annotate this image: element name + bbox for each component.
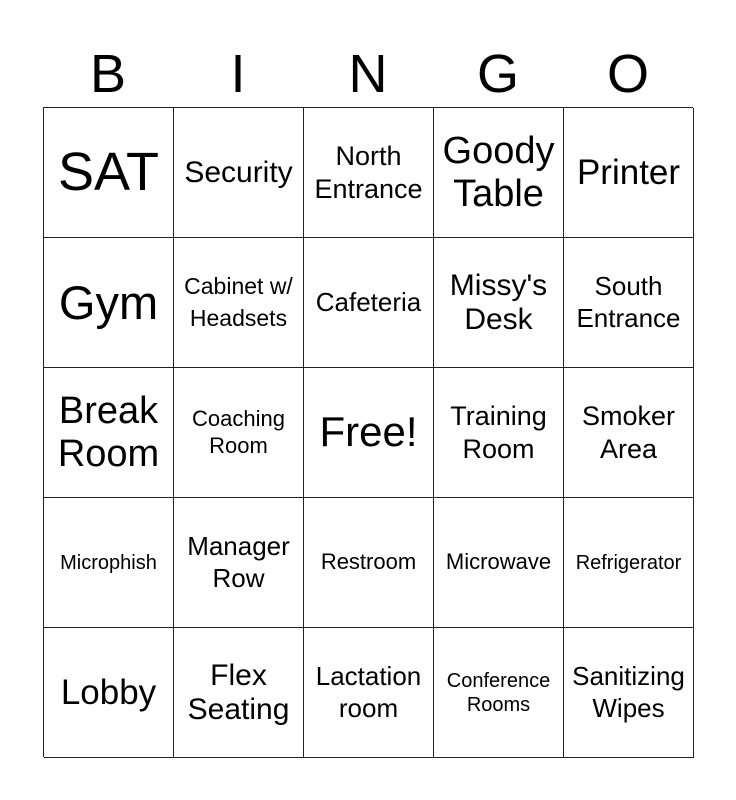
bingo-cell[interactable] [434,368,564,498]
bingo-cell-label: Lobby [60,672,157,712]
bingo-cell-label: Flex Seating [187,658,290,726]
header-letter-b: B [89,44,127,104]
bingo-cell[interactable] [564,498,694,628]
bingo-cell-label: Coaching Room [192,406,285,458]
bingo-cell[interactable] [304,108,434,238]
bingo-cell-label: Smoker Area [581,401,676,464]
bingo-cell-label: Goody Table [442,129,555,215]
free-space-cell[interactable] [304,368,434,498]
header-letter-o: O [606,44,649,104]
bingo-cell-label: Sanitizing Wipes [572,661,685,723]
bingo-cell-label: SAT [57,142,159,203]
bingo-cell-label: Printer [576,152,681,192]
bingo-cell-label: Refrigerator [575,551,682,574]
bingo-cell-label: Microphish [60,551,157,574]
bingo-cell-label: Missy's Desk [449,268,548,336]
bingo-cell[interactable] [304,238,434,368]
bingo-cell[interactable] [174,108,304,238]
header-letter-g: G [476,44,519,104]
bingo-cell[interactable] [564,628,694,758]
bingo-cell-label: Gym [58,275,159,329]
bingo-cell-label: North Entrance [314,141,423,204]
bingo-cell-label: Lactation room [315,661,422,723]
bingo-cell[interactable] [564,368,694,498]
header-letter-i: I [230,44,246,104]
bingo-header [43,40,693,108]
bingo-cell[interactable] [304,498,434,628]
bingo-cell[interactable] [434,108,564,238]
bingo-cell-label: Microwave [445,549,552,575]
bingo-cell[interactable] [174,368,304,498]
bingo-cell-label: Break Room [57,389,160,475]
bingo-cell[interactable] [174,498,304,628]
bingo-cell[interactable] [304,628,434,758]
bingo-cell[interactable] [564,238,694,368]
bingo-cell-label: Conference Rooms [446,669,551,716]
bingo-cell[interactable] [174,238,304,368]
bingo-cell-label: Cafeteria [315,286,422,317]
bingo-cell[interactable] [434,498,564,628]
bingo-cell-label: Manager Row [187,531,290,593]
bingo-cell-label: Cabinet w/ Headsets [184,273,293,331]
bingo-board [43,107,693,757]
bingo-cell[interactable] [434,628,564,758]
bingo-cell[interactable] [44,498,174,628]
bingo-cell[interactable] [44,368,174,498]
bingo-cell[interactable] [174,628,304,758]
header-letter-n: N [348,44,388,104]
free-space-label: Free! [319,408,418,456]
bingo-cell[interactable] [44,108,174,238]
bingo-cell-label: Security [184,155,293,189]
bingo-cell-label: Training Room [450,401,547,464]
bingo-cell-label: Restroom [320,549,417,575]
bingo-cell[interactable] [434,238,564,368]
bingo-cell[interactable] [44,628,174,758]
bingo-cell[interactable] [44,238,174,368]
bingo-cell-label: South Entrance [576,271,681,333]
bingo-cell[interactable] [564,108,694,238]
